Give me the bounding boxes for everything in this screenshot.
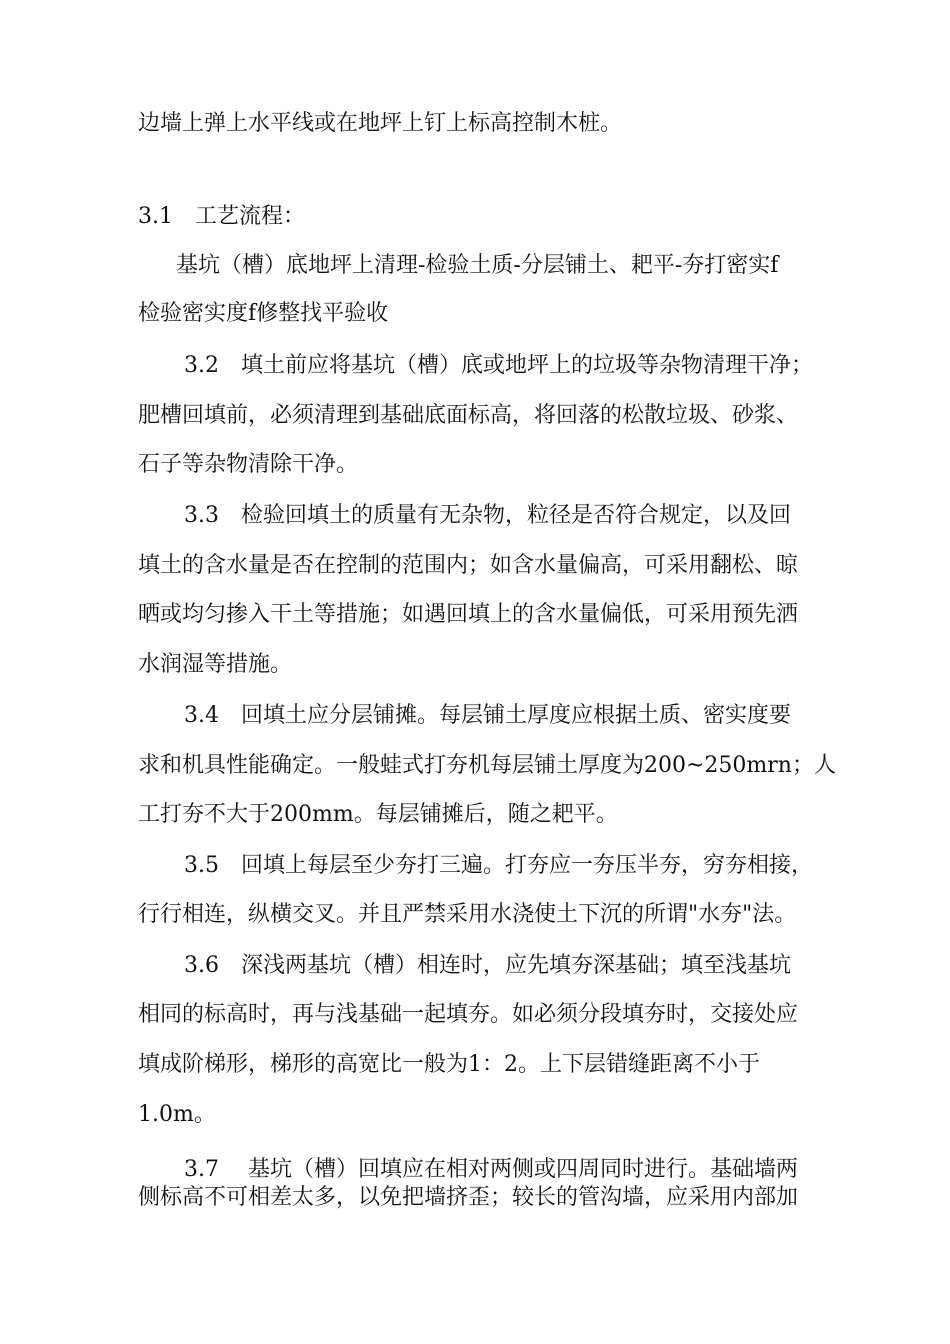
text-line: 填土的含水量是否在控制的范围内；如含水量偏高，可采用翻松、晾 — [138, 553, 799, 578]
text-line: 求和机具性能确定。一般蛙式打夯机每层铺土厚度为200~250mrn；人 — [138, 753, 836, 778]
text-line: 边墙上弹上水平线或在地坪上钉上标高控制木桩。 — [138, 111, 623, 136]
text-line: 检验密实度f修整找平验收 — [138, 301, 389, 326]
text-line: 侧标高不可相差太多，以免把墙挤歪；较长的管沟墙，应采用内部加 — [138, 1185, 799, 1210]
text-line: 填成阶梯形，梯形的高宽比一般为1：2。上下层错缝距离不小于 — [138, 1052, 760, 1077]
text-line: 工打夯不大于200mm。每层铺摊后，随之耙平。 — [138, 802, 618, 827]
text-line: 肥槽回填前，必须清理到基础底面标高，将回落的松散垃圾、砂浆、 — [138, 403, 799, 428]
text-line: 3.3 检验回填土的质量有无杂物，粒径是否符合规定，以及回 — [184, 503, 791, 528]
text-line: 3.6 深浅两基坑（槽）相连时，应先填夯深基础；填至浅基坑 — [184, 953, 791, 978]
text-line: 晒或均匀掺入干土等措施；如遇回填上的含水量偏低，可采用预先洒 — [138, 602, 799, 627]
text-line: 基坑（槽）底地坪上清理-检验土质-分层铺土、耙平-夯打密实f — [176, 253, 779, 278]
text-line: 3.4 回填土应分层铺摊。每层铺土厚度应根据土质、密实度要 — [184, 703, 791, 728]
text-line: 3.2 填土前应将基坑（槽）底或地坪上的垃圾等杂物清理干净； — [184, 353, 813, 378]
text-line: 3.7 基坑（槽）回填应在相对两侧或四周同时进行。基础墙两 — [184, 1157, 798, 1182]
text-line: 1.0m。 — [138, 1102, 216, 1127]
section-heading: 3.1 工艺流程： — [138, 204, 305, 229]
text-line: 3.5 回填上每层至少夯打三遍。打夯应一夯压半夯，穷夯相接， — [184, 853, 813, 878]
text-line: 相同的标高时，再与浅基础一起填夯。如必须分段填夯时，交接处应 — [138, 1002, 799, 1027]
text-line: 行行相连，纵横交叉。并且严禁采用水浇使土下沉的所谓"水夯"法。 — [138, 902, 797, 927]
text-line: 水润湿等措施。 — [138, 652, 293, 677]
text-line: 石子等杂物清除干净。 — [138, 452, 359, 477]
